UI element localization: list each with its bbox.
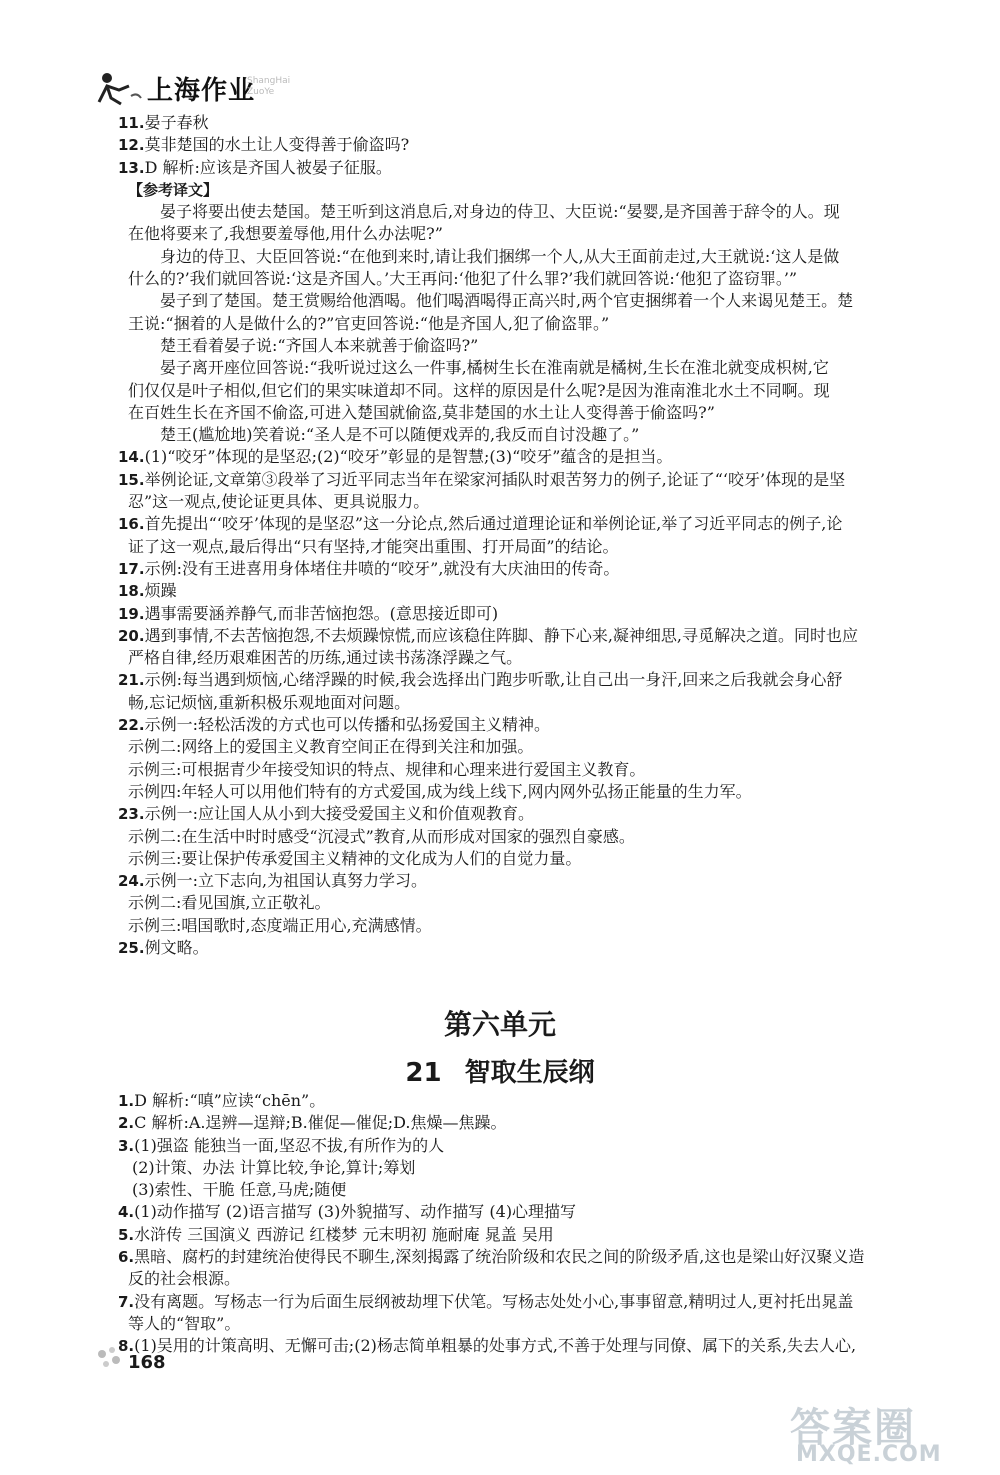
- answer-line: [118, 179, 940, 201]
- question-number: 24.: [118, 872, 145, 891]
- translation-paragraph-start: 楚王(尴尬地)笑着说:“圣人是不可以随便戏弄的,我反而自讨没趣了。”: [160, 425, 640, 445]
- question-number: 6.: [118, 1248, 135, 1267]
- answer-continuation: 等人的“智取”。: [128, 1313, 241, 1333]
- question-number: 3.: [118, 1136, 135, 1155]
- answer-line: [118, 1090, 940, 1112]
- answer-line: [118, 870, 940, 892]
- answer-continuation: 反的社会根源。: [128, 1269, 241, 1289]
- translation-paragraph-start: 晏子到了楚国。楚王赏赐给他酒喝。他们喝酒喝得正高兴时,两个官吏捆绑着一个人来谒见楚王。楚: [160, 291, 854, 311]
- translation-paragraph-start: 身边的侍卫、大臣回答说:“在他到来时,请让我们捆绑一个人,从大王面前走过,大王就说:‘这人是做: [160, 246, 840, 266]
- watermark-title: 答案圈: [790, 1405, 916, 1451]
- answer-line: [118, 714, 940, 736]
- answer-text: C 解析:A.逞辨—逞辩;B.催促—催促;D.焦燥—焦躁。: [134, 1113, 507, 1133]
- answer-text: 首先提出“‘咬牙’体现的是坚忍”这一分论点,然后通过道理论证和举例论证,举了习近平同志的例子,论: [144, 514, 843, 534]
- answer-line: [118, 1335, 940, 1357]
- answer-line: [118, 446, 940, 468]
- answer-line: [118, 513, 940, 535]
- answer-text: (1)强盗 能独当一面,坚忍不拔,有所作为的人: [134, 1135, 445, 1155]
- question-number: 20.: [118, 626, 145, 645]
- answer-text: 示例一:轻松活泼的方式也可以传播和弘扬爱国主义精神。: [144, 715, 550, 735]
- running-figure-icon: [95, 68, 143, 108]
- answer-line: [118, 1135, 940, 1157]
- answer-line: [118, 1112, 940, 1134]
- question-number: 4.: [118, 1203, 135, 1222]
- question-number: 18.: [118, 582, 145, 601]
- answer-continuation: 什么的?’我们就回答说:‘这是齐国人。’大王再问:‘他犯了什么罪?’我们就回答说:‘他犯了盗窃罪。’”: [128, 269, 798, 289]
- logo-text: 上海作业: [147, 76, 256, 106]
- answer-subitem: (3)索性、干脆 任意,马虎;随便: [132, 1180, 347, 1200]
- answer-line: [118, 157, 940, 179]
- reference-translation-label: 【参考译文】: [128, 180, 219, 199]
- translation-paragraph-start: 楚王看着晏子说:“齐国人本来就善于偷盗吗?”: [160, 335, 479, 355]
- answer-line: [118, 558, 940, 580]
- answer-line: [118, 469, 940, 491]
- answer-line: [118, 603, 940, 625]
- answer-text: 晏子春秋: [144, 113, 209, 132]
- answer-text: D 解析:应该是齐国人被晏子征服。: [144, 157, 392, 177]
- answer-line: [118, 1246, 940, 1268]
- question-number: 14.: [118, 448, 145, 467]
- question-number: 21.: [118, 671, 145, 690]
- question-number: 2.: [118, 1114, 135, 1133]
- answer-continuation: 严格自律,经历艰难困苦的历练,通过读书荡涤浮躁之气。: [128, 648, 523, 668]
- answer-text: 没有离题。写杨志一行为后面生辰纲被劫埋下伏笔。写杨志处处小心,事事留意,精明过人,更衬托出晁盖: [134, 1291, 854, 1311]
- answer-text: (1)“咬牙”体现的是坚忍;(2)“咬牙”彰显的是智慧;(3)“咬牙”蕴含的是担当。: [144, 447, 673, 467]
- answer-continuation: 在他将要来了,我想要羞辱他,用什么办法呢?”: [128, 224, 443, 244]
- answer-text: 示例:没有王进喜用身体堵住井喷的“咬牙”,就没有大庆油田的传奇。: [144, 558, 620, 578]
- answer-continuation: 示例二:在生活中时时感受“沉浸式”教育,从而形成对国家的强烈自豪感。: [128, 826, 635, 846]
- page-number: 168: [128, 1352, 166, 1373]
- answer-text: (1)动作描写 (2)语言描写 (3)外貌描写、动作描写 (4)心理描写: [134, 1202, 577, 1222]
- header: [95, 62, 395, 112]
- question-number: 15.: [118, 470, 145, 489]
- question-number: 7.: [118, 1292, 135, 1311]
- question-number: 1.: [118, 1092, 135, 1110]
- answer-continuation: 忍”这一观点,使论证更具体、更具说服力。: [128, 492, 430, 512]
- question-number: 25.: [118, 938, 145, 957]
- answer-section-lesson-21: [118, 1090, 940, 1358]
- answer-line: [118, 669, 940, 691]
- answer-text: D 解析:“嗔”应读“chēn”。: [134, 1091, 326, 1110]
- question-number: 8.: [118, 1337, 135, 1356]
- answer-text: 烦躁: [144, 581, 177, 601]
- answer-text: 例文略。: [144, 937, 209, 957]
- translation-paragraph-start: 晏子将要出使去楚国。楚王听到这消息后,对身边的侍卫、大臣说:“晏婴,是齐国善于辞令的人。现: [160, 202, 840, 222]
- question-number: 5.: [118, 1225, 135, 1244]
- lesson-title: 21 智取生辰纲: [405, 1058, 595, 1088]
- answer-continuation: 示例四:年轻人可以用他们特有的方式爱国,成为线上线下,网内网外弘扬正能量的生力军。: [128, 781, 752, 801]
- answer-line: [118, 937, 940, 959]
- answer-continuation: 证了这一观点,最后得出“只有坚持,才能突出重围、打开局面”的结论。: [128, 536, 619, 556]
- question-number: 11.: [118, 114, 145, 132]
- watermark-url: MXQE.COM: [796, 1442, 942, 1467]
- question-number: 19.: [118, 604, 145, 623]
- answer-text: 遇事需要涵养静气,而非苦恼抱怨。(意思接近即可): [144, 603, 499, 623]
- answer-continuation: 王说:“捆着的人是做什么的?”官吏回答说:“他是齐国人,犯了偷盗罪。”: [128, 313, 610, 333]
- answer-text: 举例论证,文章第③段举了习近平同志当年在梁家河插队时艰苦努力的例子,论证了“‘咬牙’体现的是坚: [144, 469, 846, 489]
- answer-line: [118, 580, 940, 602]
- answer-continuation: 示例二:看见国旗,立正敬礼。: [128, 893, 331, 913]
- answer-continuation: 们仅仅是叶子相似,但它们的果实味道却不同。这样的原因是什么呢?是因为淮南淮北水土不同啊。现: [128, 380, 830, 400]
- answer-line: [118, 1224, 940, 1246]
- answer-text: 黑暗、腐朽的封建统治使得民不聊生,深刻揭露了统治阶级和农民之间的阶级矛盾,这也是梁山好汉聚义造: [134, 1247, 865, 1267]
- answer-text: (1)吴用的计策高明、无懈可击;(2)杨志简单粗暴的处事方式,不善于处理与同僚、属下的关系,失去人心,: [134, 1336, 857, 1356]
- question-number: 13.: [118, 158, 145, 177]
- answer-continuation: 畅,忘记烦恼,重新积极乐观地面对问题。: [128, 692, 411, 712]
- answer-continuation: 在百姓生长在齐国不偷盗,可进入楚国就偷盗,莫非楚国的水土让人变得善于偷盗吗?”: [128, 402, 715, 422]
- answer-continuation: 示例三:可根据青少年接受知识的特点、规律和心理来进行爱国主义教育。: [128, 759, 646, 779]
- answer-subitem: (2)计策、办法 计算比较,争论,算计;筹划: [132, 1157, 416, 1177]
- translation-paragraph-start: 晏子离开座位回答说:“我听说过这么一件事,橘树生长在淮南就是橘树,生长在淮北就变成枳树,它: [160, 358, 829, 378]
- answer-continuation: 示例三:唱国歌时,态度端正用心,充满感情。: [128, 915, 432, 935]
- unit-title: 第六单元: [443, 1008, 556, 1041]
- answer-text: 示例:每当遇到烦恼,心绪浮躁的时候,我会选择出门跑步听歌,让自己出一身汗,回来之后我就会身心舒: [144, 670, 843, 690]
- question-number: 16.: [118, 515, 145, 534]
- answer-continuation: 示例二:网络上的爱国主义教育空间正在得到关注和加强。: [128, 737, 534, 757]
- answer-continuation: 示例三:要让保护传承爱国主义精神的文化成为人们的自觉力量。: [128, 848, 582, 868]
- answer-section-unit-five: [118, 112, 940, 959]
- answer-text: 莫非楚国的水土让人变得善于偷盗吗?: [144, 135, 410, 155]
- watermark: [790, 1396, 990, 1472]
- answer-text: 遇到事情,不去苦恼抱怨,不去烦躁惊慌,而应该稳住阵脚、静下心来,凝神细思,寻觅解决之道。同时也应: [144, 625, 859, 645]
- decorative-flower-icon: [92, 1342, 126, 1372]
- answer-line: [118, 803, 940, 825]
- answer-line: [118, 1201, 940, 1223]
- answer-line: [118, 1291, 940, 1313]
- answer-line: [118, 625, 940, 647]
- answer-text: 示例一:立下志向,为祖国认真努力学习。: [144, 871, 428, 891]
- question-number: 22.: [118, 716, 145, 735]
- question-number: 23.: [118, 805, 145, 824]
- question-number: 17.: [118, 559, 145, 578]
- answer-text: 示例一:应让国人从小到大接受爱国主义和价值观教育。: [144, 804, 534, 824]
- logo-subtitle: ShangHai ZuoYe: [247, 76, 291, 97]
- answer-line: [118, 112, 940, 134]
- answer-line: [118, 134, 940, 156]
- answer-text: 水浒传 三国演义 西游记 红楼梦 元末明初 施耐庵 晁盖 吴用: [134, 1224, 554, 1244]
- question-number: 12.: [118, 136, 145, 155]
